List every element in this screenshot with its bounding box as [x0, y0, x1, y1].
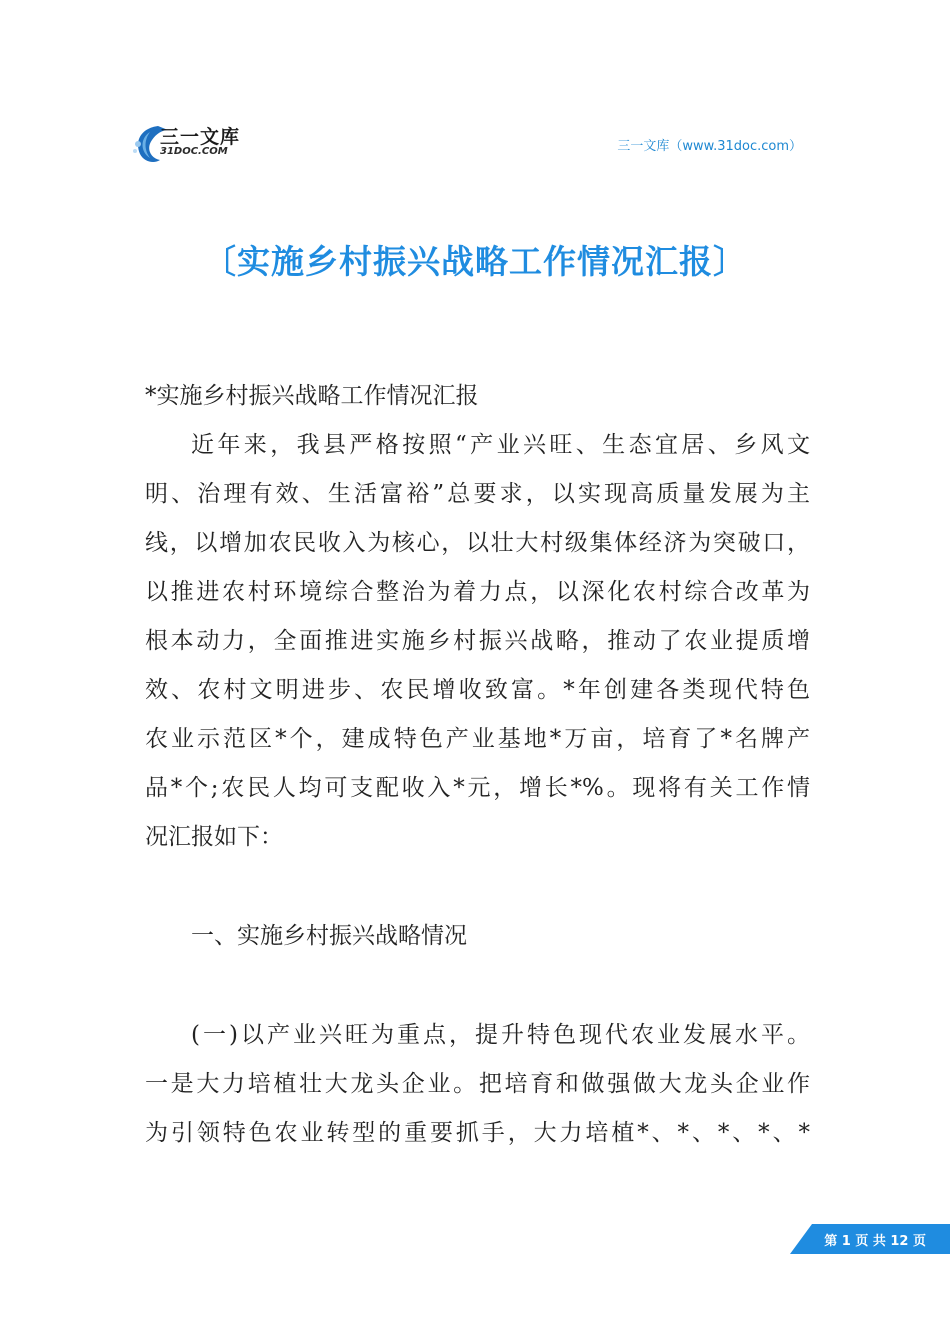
- section-heading: 一、实施乡村振兴战略情况: [191, 923, 467, 949]
- body-line: 为引领特色农业转型的重要抓手，大力培植*、*、*、*、*: [145, 1120, 811, 1146]
- logo-text: 三一文库: [160, 126, 241, 148]
- page-number: 第 1 页 共 12 页: [824, 1234, 926, 1249]
- body-line: 效、农村文明进步、农民增收致富。*年创建各类现代特色: [145, 677, 810, 703]
- body-line: *实施乡村振兴战略工作情况汇报: [145, 383, 479, 409]
- body-line: (一)以产业兴旺为重点，提升特色现代农业发展水平。: [191, 1022, 810, 1048]
- site-link[interactable]: 三一文库（www.31doc.com）: [617, 139, 802, 154]
- body-line: 根本动力，全面推进实施乡村振兴战略，推动了农业提质增: [145, 628, 810, 654]
- document-title: 〔实施乡村振兴战略工作情况汇报〕: [203, 242, 747, 281]
- body-line: 线，以增加农民收入为核心，以壮大村级集体经济为突破口，: [145, 530, 810, 556]
- logo-subtext: 31DOC.COM: [160, 146, 228, 157]
- page-header: [0, 0, 950, 180]
- body-line: 品*个;农民人均可支配收入*元，增长*%。现将有关工作情: [145, 775, 810, 801]
- body-line: 以推进农村环境综合整治为着力点，以深化农村综合改革为: [145, 579, 810, 605]
- body-line: 近年来，我县严格按照“产业兴旺、生态宜居、乡风文: [191, 432, 810, 458]
- body-line: 明、治理有效、生活富裕”总要求，以实现高质量发展为主: [145, 481, 810, 507]
- body-line: 一是大力培植壮大龙头企业。把培育和做强做大龙头企业作: [145, 1071, 810, 1097]
- body-line: 农业示范区*个，建成特色产业基地*万亩，培育了*名牌产: [145, 726, 810, 752]
- page-footer: [790, 1224, 950, 1254]
- document-body: [145, 372, 810, 1158]
- body-line: 况汇报如下：: [145, 824, 283, 850]
